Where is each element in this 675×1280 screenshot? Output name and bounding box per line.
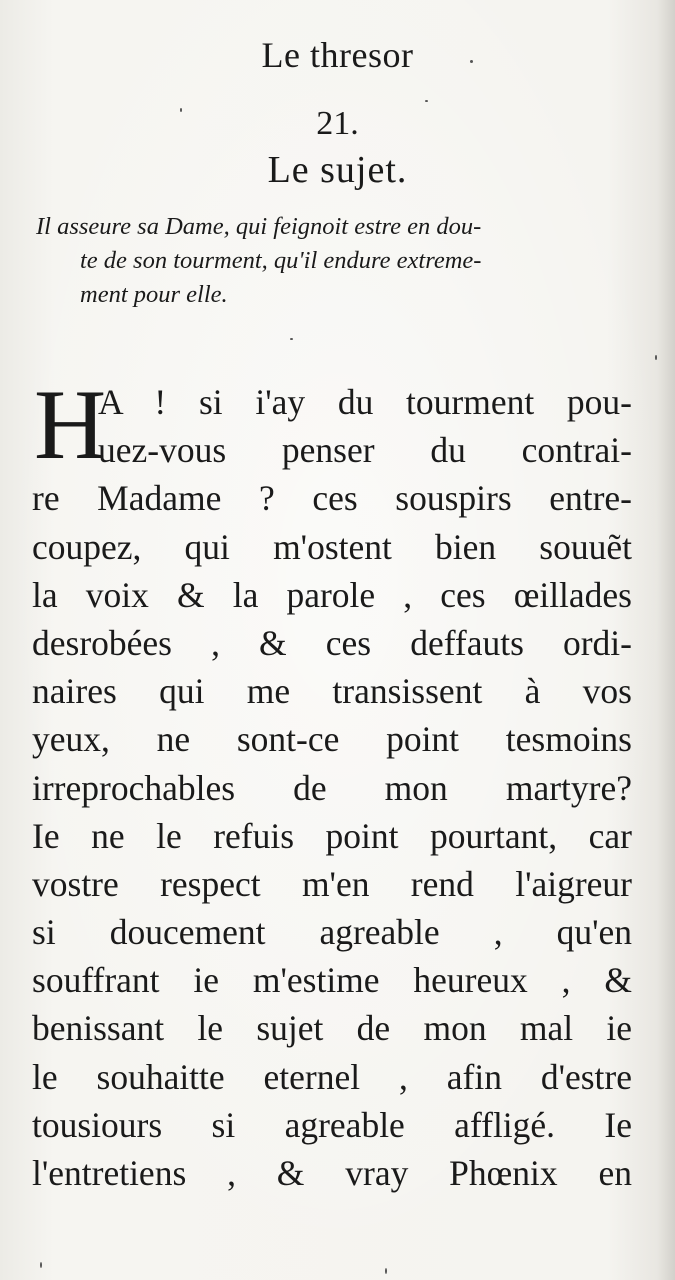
running-head: Le thresor [261,35,414,75]
ink-speck [655,355,657,360]
body-line: irreprochables de mon martyre? [32,767,632,808]
body-line: souffrant ie m'estime heureux , & [32,960,632,1001]
ink-speck [40,1262,42,1268]
ink-speck [385,1268,387,1274]
gutter-shadow [657,0,675,1280]
body-line: naires qui me transissent à vos [32,671,632,712]
body-line: l'entretiens , & vray Phœnix en [32,1153,632,1193]
body-line: vostre respect m'en rend l'aigreur [32,863,632,904]
body-line: tousiours si agreable affligé. Ie [32,1104,632,1145]
body-line: yeux, ne sont-ce point tesmoins [32,719,632,760]
piece-number: 21. [316,105,359,142]
body-line: si doucement agreable , qu'en [32,912,632,953]
body-line: re Madame ? ces souspirs entre- [32,478,632,519]
drop-cap: H [34,369,107,480]
ink-speck [425,100,428,102]
body-line: uez-vous penser du contrai- [98,430,632,471]
body-line: coupez, qui m'ostent bien souuẽt [32,526,632,567]
argument-line: ment pour elle. [80,281,228,308]
subject-title: Le sujet. [267,149,408,191]
body-line: la voix & la parole , ces œillades [32,574,632,615]
body-line: desrobées , & ces deffauts ordi- [32,622,632,663]
body-line: benissant le sujet de mon mal ie [32,1008,632,1049]
body-line: A ! si i'ay du tourment pou- [98,382,632,422]
argument-summary [36,210,626,312]
body-line: Ie ne le refuis point pourtant, car [32,815,632,856]
body-line: le souhaitte eternel , afin d'estre [32,1056,632,1097]
ink-speck [180,108,182,112]
ink-speck [290,338,293,340]
argument-line: te de son tourment, qu'il endure extreme- [80,247,482,274]
argument-line: Il asseure sa Dame, qui feignoit estre en dou- [36,213,482,240]
body-text [32,369,632,1197]
ink-speck [470,60,473,63]
